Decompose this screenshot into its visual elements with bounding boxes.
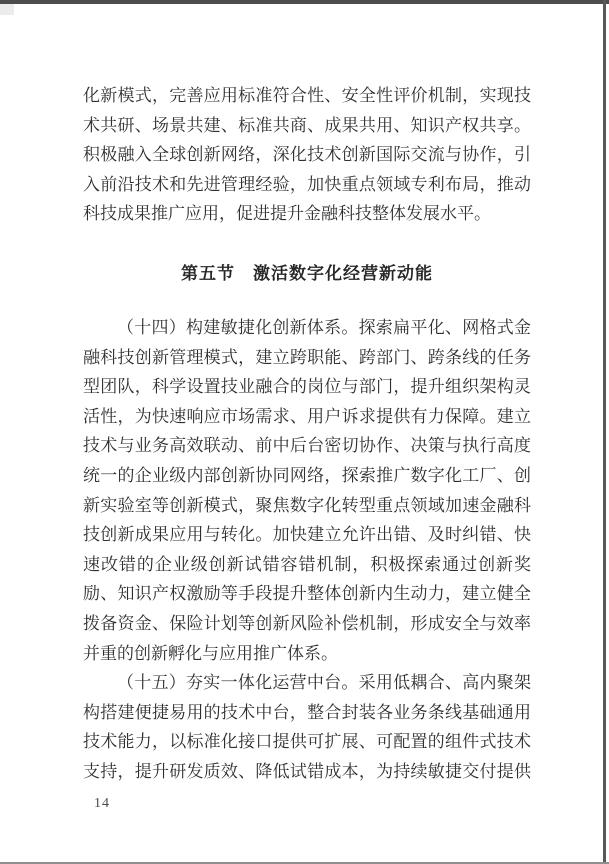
text-line: 拨备资金、保险计划等创新风险补偿机制，形成安全与效率 — [83, 613, 531, 633]
text-line: 支持，提升研发质效、降低试错成本，为持续敏捷交付提供 — [83, 761, 531, 781]
scan-corner-patch — [0, 4, 14, 15]
text-line: 入前沿技术和先进管理经验，加快重点领域专利布局，推动 — [83, 174, 531, 194]
text-line: 构搭建便捷易用的技术中台，整合封装各业务条线基础通用 — [83, 702, 531, 722]
paragraph-15 — [83, 668, 531, 786]
text-line: 技术与业务高效联动、前中后台密切协作、决策与执行高度 — [83, 436, 531, 456]
text-line: 积极融入全球创新网络，深化技术创新国际交流与协作，引 — [83, 145, 531, 165]
text-line: 统一的企业级内部创新协同网络，探索推广数字化工厂、创 — [83, 465, 531, 485]
body-text — [83, 81, 531, 786]
scan-right-edge — [603, 0, 606, 864]
text-line: 速改错的企业级创新试错容错机制，积极探索通过创新奖 — [83, 554, 531, 574]
text-line: 型团队，科学设置技业融合的岗位与部门，提升组织架构灵 — [83, 377, 531, 397]
scan-top-edge — [0, 0, 609, 4]
text-line: （十五）夯实一体化运营中台。采用低耦合、高内聚架 — [117, 673, 531, 693]
text-line: 励、知识产权激励等手段提升整体创新内生动力，建立健全 — [83, 584, 531, 604]
section-heading: 第五节 激活数字化经营新动能 — [181, 263, 433, 283]
text-line: 化新模式，完善应用标准符合性、安全性评价机制，实现技 — [83, 86, 531, 105]
text-line: 技术能力，以标准化接口提供可扩展、可配置的组件式技术 — [83, 732, 531, 752]
text-line: （十四）构建敏捷化创新体系。探索扁平化、网格式金 — [117, 317, 531, 337]
text-line: 新实验室等创新模式，聚焦数字化转型重点领域加速金融科 — [83, 495, 531, 515]
paragraph-14 — [83, 313, 531, 668]
text-line: 活性，为快速响应市场需求、用户诉求提供有力保障。建立 — [83, 406, 531, 426]
text-line: 并重的创新孵化与应用推广体系。 — [83, 643, 338, 663]
page-number: 14 — [94, 796, 110, 811]
paragraph-continuation — [83, 81, 531, 229]
text-line: 术共研、场景共建、标准共商、成果共用、知识产权共享。 — [83, 115, 531, 135]
text-line: 技创新成果应用与转化。加快建立允许出错、及时纠错、快 — [83, 525, 531, 545]
text-line: 科技成果推广应用，促进提升金融科技整体发展水平。 — [83, 204, 491, 224]
text-line: 融科技创新管理模式，建立跨职能、跨部门、跨条线的任务 — [83, 347, 531, 367]
